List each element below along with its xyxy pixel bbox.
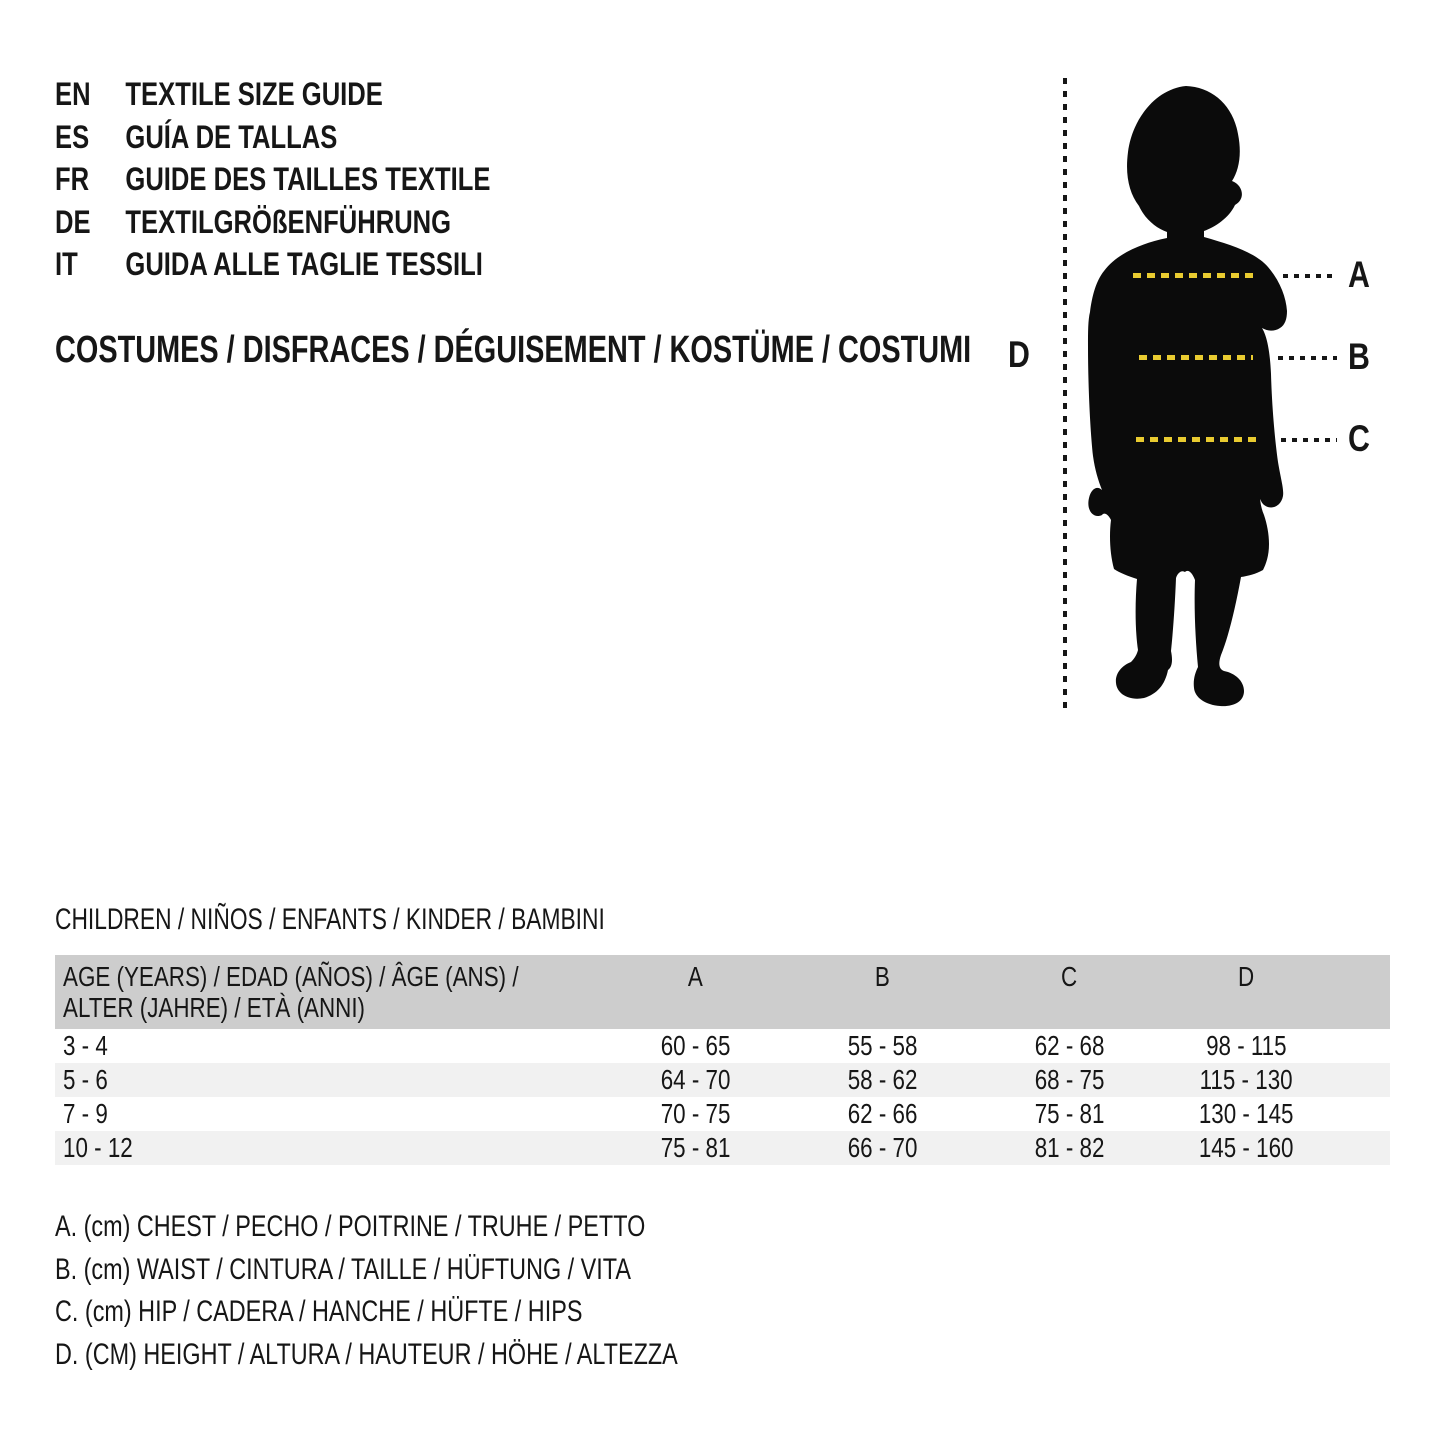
column-header-c: C <box>1061 961 1078 992</box>
table-section-heading: CHILDREN / NIÑOS / ENFANTS / KINDER / BAMBINI <box>55 903 605 936</box>
waist-cell: 66 - 70 <box>847 1132 918 1163</box>
language-title: GUIDE DES TAILLES TEXTILE <box>125 161 491 197</box>
language-title-list <box>55 73 490 286</box>
measure-label-a: A <box>1348 254 1370 295</box>
language-code: IT <box>55 246 78 282</box>
age-header-line2: ALTER (JAHRE) / ETÀ (ANNI) <box>63 992 366 1023</box>
language-code: FR <box>55 161 90 197</box>
age-cell: 7 - 9 <box>63 1098 108 1129</box>
language-title: TEXTILGRÖßENFÜHRUNG <box>125 203 452 240</box>
chest-cell: 70 - 75 <box>660 1098 731 1129</box>
waist-cell: 55 - 58 <box>847 1030 918 1061</box>
list-item <box>55 158 490 201</box>
age-column-header <box>55 955 602 1029</box>
legend-item-waist: B. (cm) WAIST / CINTURA / TAILLE / HÜFTUNG / VITA <box>55 1252 631 1286</box>
measure-label-c: C <box>1348 418 1370 459</box>
size-table-container <box>55 955 1390 1165</box>
height-cell: 98 - 115 <box>1206 1030 1287 1061</box>
table-row <box>55 1097 1390 1131</box>
hip-cell: 62 - 68 <box>1034 1030 1105 1061</box>
table-row <box>55 1131 1390 1165</box>
height-measure-line <box>1063 78 1067 712</box>
list-item <box>55 73 490 116</box>
legend-item-height: D. (CM) HEIGHT / ALTURA / HAUTEUR / HÖHE / ALTEZZA <box>55 1337 678 1371</box>
column-header-b: B <box>875 961 891 992</box>
height-cell: 145 - 160 <box>1199 1132 1294 1163</box>
waist-cell: 58 - 62 <box>847 1064 918 1095</box>
hip-cell: 81 - 82 <box>1034 1132 1105 1163</box>
language-title: GUÍA DE TALLAS <box>125 118 338 155</box>
age-header-line1: AGE (YEARS) / EDAD (AÑOS) / ÂGE (ANS) / <box>63 961 519 992</box>
age-cell: 10 - 12 <box>63 1132 133 1163</box>
size-table <box>55 955 1390 1165</box>
table-row <box>55 1029 1390 1063</box>
language-title: TEXTILE SIZE GUIDE <box>125 76 383 112</box>
list-item <box>55 201 490 244</box>
chest-cell: 64 - 70 <box>660 1064 731 1095</box>
child-silhouette <box>1082 84 1294 713</box>
table-row <box>55 1063 1390 1097</box>
language-title: GUIDA ALLE TAGLIE TESSILI <box>125 246 483 282</box>
measure-label-b: B <box>1348 336 1370 377</box>
legend-item-hip: C. (cm) HIP / CADERA / HANCHE / HÜFTE / HIPS <box>55 1295 583 1328</box>
language-code: ES <box>55 118 90 155</box>
column-header-d: D <box>1238 961 1255 992</box>
legend-item-chest: A. (cm) CHEST / PECHO / POITRINE / TRUHE / PETTO <box>55 1210 646 1243</box>
waist-cell: 62 - 66 <box>847 1098 918 1129</box>
height-cell: 130 - 145 <box>1199 1098 1294 1129</box>
column-header-a: A <box>688 961 704 992</box>
language-code: DE <box>55 203 91 240</box>
hip-dash-line <box>1136 437 1257 442</box>
chest-cell: 75 - 81 <box>660 1132 731 1163</box>
table-header-row <box>55 955 1390 1029</box>
waist-dash-line <box>1139 355 1253 360</box>
measurement-legend <box>55 1206 678 1376</box>
list-item <box>55 116 490 159</box>
age-cell: 3 - 4 <box>63 1030 108 1061</box>
list-item <box>55 243 490 286</box>
hip-cell: 75 - 81 <box>1034 1098 1105 1129</box>
age-cell: 5 - 6 <box>63 1064 108 1095</box>
hip-cell: 68 - 75 <box>1034 1064 1105 1095</box>
measure-label-d: D <box>1008 334 1030 375</box>
chest-dash-line <box>1133 273 1259 278</box>
language-code: EN <box>55 76 91 112</box>
height-cell: 115 - 130 <box>1200 1064 1294 1095</box>
chest-cell: 60 - 65 <box>660 1030 731 1061</box>
category-heading: COSTUMES / DISFRACES / DÉGUISEMENT / KOSTÜME / COSTUMI <box>55 329 972 371</box>
